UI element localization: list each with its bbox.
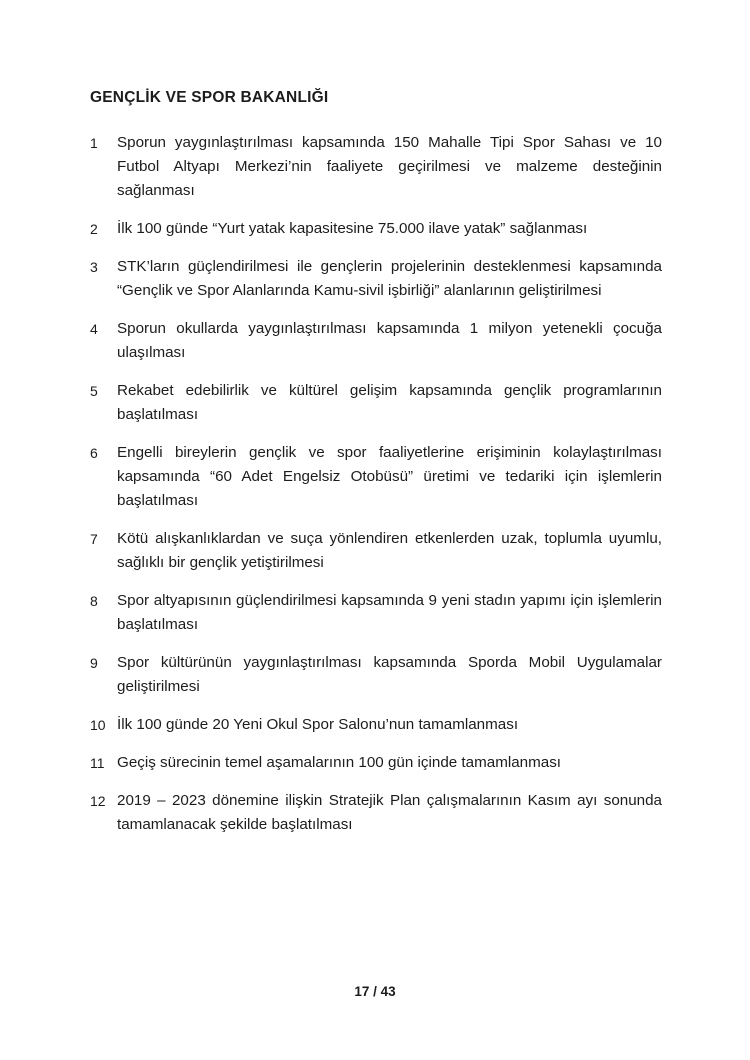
list-item (90, 255, 662, 303)
item-number: 5 (90, 383, 98, 399)
item-text: Geçiş sürecinin temel aşamalarının 100 gün içinde tamamlanması (117, 754, 562, 771)
item-text: Spor kültürünün yaygınlaştırılması kapsamında Sporda Mobil Uygulamalar geliştirilmesi (117, 654, 662, 695)
item-text: Spor altyapısının güçlendirilmesi kapsamında 9 yeni stadın yapımı için işlemlerin başlatılması (117, 592, 662, 633)
item-text: Sporun yaygınlaştırılması kapsamında 150 Mahalle Tipi Spor Sahası ve 10 Futbol Altyapı Merkezi’nin faaliyete geçirilmesi ve malzeme desteğinin sağlanması (117, 134, 662, 199)
item-number: 4 (90, 321, 98, 337)
list-item (90, 651, 662, 699)
list-item (90, 713, 662, 737)
item-number: 10 (90, 717, 106, 733)
item-text: Kötü alışkanlıklardan ve suça yönlendiren etkenlerden uzak, toplumla uyumlu, sağlıklı bir gençlik yetiştirilmesi (117, 530, 662, 571)
list-item (90, 217, 662, 241)
list-item (90, 441, 662, 513)
item-number: 12 (90, 793, 106, 809)
list-item (90, 527, 662, 575)
list-item (90, 379, 662, 427)
item-number: 8 (90, 593, 98, 609)
list-item (90, 751, 662, 775)
document-title: GENÇLİK VE SPOR BAKANLIĞI (90, 89, 329, 106)
items-list (90, 131, 662, 837)
item-text: Sporun okullarda yaygınlaştırılması kapsamında 1 milyon yetenekli çocuğa ulaşılması (117, 320, 662, 361)
item-number: 1 (90, 135, 98, 151)
item-text: 2019 – 2023 dönemine ilişkin Stratejik Plan çalışmalarının Kasım ayı sonunda tamamlanacak şekilde başlatılması (117, 792, 662, 833)
item-text: İlk 100 günde 20 Yeni Okul Spor Salonu’nun tamamlanması (117, 716, 519, 733)
list-item (90, 789, 662, 837)
item-number: 9 (90, 655, 98, 671)
item-number: 11 (90, 755, 105, 771)
list-item (90, 131, 662, 203)
list-item (90, 589, 662, 637)
item-number: 7 (90, 531, 98, 547)
item-text: STK’ların güçlendirilmesi ile gençlerin projelerinin desteklenmesi kapsamında “Gençlik ve Spor Alanlarında Kamu-sivil işbirliği” alanlarının geliştirilmesi (117, 258, 662, 299)
item-number: 2 (90, 221, 98, 237)
item-number: 6 (90, 445, 98, 461)
item-text: Engelli bireylerin gençlik ve spor faaliyetlerine erişiminin kolaylaştırılması kapsamında “60 Adet Engelsiz Otobüsü” üretimi ve tedariki için işlemlerin başlatılması (117, 444, 662, 509)
item-text: Rekabet edebilirlik ve kültürel gelişim kapsamında gençlik programlarının başlatılması (117, 382, 662, 423)
page-number: 17 / 43 (354, 984, 396, 999)
item-text: İlk 100 günde “Yurt yatak kapasitesine 75.000 ilave yatak” sağlanması (117, 220, 588, 237)
item-number: 3 (90, 259, 98, 275)
list-item (90, 317, 662, 365)
